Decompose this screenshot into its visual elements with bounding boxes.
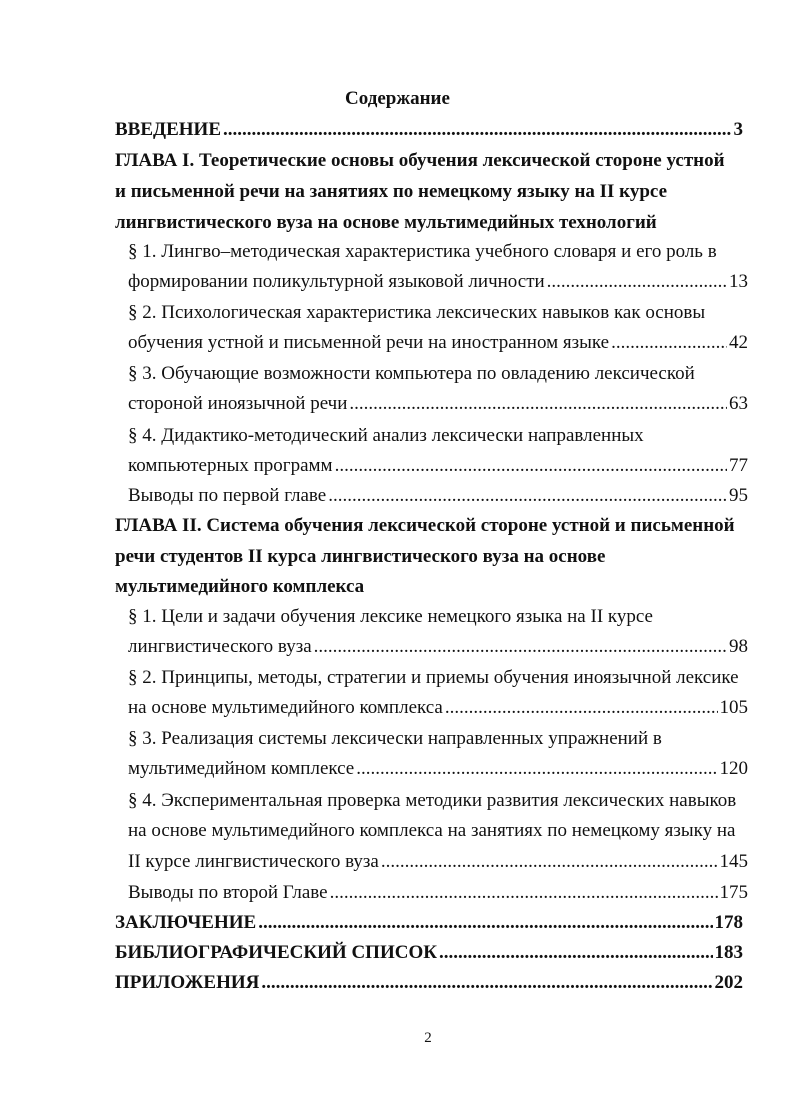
toc-entry-page: 77 [729, 455, 748, 476]
leader-dots [330, 880, 718, 906]
leader-dots [439, 940, 712, 966]
toc-entry-page: 145 [719, 851, 748, 872]
leader-dots [328, 483, 727, 509]
leader-dots [258, 910, 712, 936]
toc-entry-text: Выводы по первой главе [128, 485, 327, 506]
chapter1-heading-line: и письменной речи на занятиях по немецкому языку на II курсе [115, 181, 668, 202]
toc-entry-page: 120 [719, 758, 748, 779]
toc-entry-ch2-s2 [128, 695, 748, 721]
toc-entry-page: 183 [714, 942, 743, 963]
toc-entry-page: 3 [733, 119, 743, 140]
toc-entry-text: стороной иноязычной речи [128, 393, 348, 414]
toc-entry-intro [115, 117, 743, 143]
toc-entry-ch2-s3 [128, 756, 748, 782]
toc-entry-conclusion [115, 910, 743, 936]
toc-entry-page: 42 [729, 332, 748, 353]
section-title-line: § 1. Цели и задачи обучения лексике немецкого языка на II курсе [128, 606, 653, 627]
toc-entry-ch2-conclusion [128, 880, 748, 906]
toc-entry-text: компьютерных программ [128, 455, 333, 476]
toc-entry-page: 178 [714, 912, 743, 933]
section-title-line: § 3. Обучающие возможности компьютера по овладению лексической [128, 363, 695, 384]
toc-entry-ch2-s1 [128, 634, 748, 660]
toc-entry-text: на основе мультимедийного комплекса [128, 697, 443, 718]
toc-entry-text: обучения устной и письменной речи на иностранном языке [128, 332, 610, 353]
toc-entry-ch1-conclusion [128, 483, 748, 509]
leader-dots [381, 849, 718, 875]
page-number: 2 [424, 1030, 432, 1046]
leader-dots [356, 756, 717, 782]
section-title-line: § 2. Психологическая характеристика лексических навыков как основы [128, 302, 706, 323]
toc-entry-ch1-s3 [128, 391, 748, 417]
toc-entry-text: лингвистического вуза [128, 636, 312, 657]
toc-entry-page: 13 [729, 271, 748, 292]
leader-dots [223, 117, 732, 143]
contents-title: Содержание [345, 88, 450, 109]
toc-entry-text: ВВЕДЕНИЕ [115, 119, 221, 140]
toc-entry-text: II курсе лингвистического вуза [128, 851, 379, 872]
leader-dots [261, 970, 712, 996]
leader-dots [547, 269, 727, 295]
toc-entry-ch2-s4 [128, 849, 748, 875]
toc-entry-page: 202 [714, 972, 743, 993]
toc-entry-text: формировании поликультурной языковой личности [128, 271, 545, 292]
leader-dots [314, 634, 727, 660]
toc-entry-page: 98 [729, 636, 748, 657]
toc-entry-ch1-s1 [128, 269, 748, 295]
section-title-line: § 2. Принципы, методы, стратегии и приемы обучения иноязычной лексике [128, 667, 739, 688]
toc-entry-ch1-s2 [128, 330, 748, 356]
section-title-line: § 4. Дидактико-методический анализ лексически направленных [128, 425, 644, 446]
toc-entry-page: 175 [719, 882, 748, 903]
toc-entry-text: БИБЛИОГРАФИЧЕСКИЙ СПИСОК [115, 942, 438, 963]
toc-entry-text: ЗАКЛЮЧЕНИЕ [115, 912, 257, 933]
toc-entry-text: мультимедийном комплексе [128, 758, 355, 779]
chapter1-heading-line: ГЛАВА I. Теоретические основы обучения лексической стороне устной [115, 150, 725, 171]
toc-entry-appendices [115, 970, 743, 996]
leader-dots [445, 695, 718, 721]
toc-entry-page: 95 [729, 485, 748, 506]
section-title-line: § 4. Экспериментальная проверка методики развития лексических навыков [128, 790, 737, 811]
toc-entry-page: 105 [719, 697, 748, 718]
section-title-line: § 3. Реализация системы лексически направленных упражнений в [128, 728, 662, 749]
leader-dots [335, 453, 727, 479]
toc-entry-ch1-s4 [128, 453, 748, 479]
toc-entry-page: 63 [729, 393, 748, 414]
chapter1-heading-line: лингвистического вуза на основе мультимедийных технологий [115, 212, 657, 233]
toc-entry-bibliography [115, 940, 743, 966]
leader-dots [611, 330, 727, 356]
chapter2-heading-line: ГЛАВА II. Система обучения лексической стороне устной и письменной [115, 515, 735, 536]
section-title-line: на основе мультимедийного комплекса на занятиях по немецкому языку на [128, 820, 736, 841]
chapter2-heading-line: мультимедийного комплекса [115, 576, 365, 597]
chapter2-heading-line: речи студентов II курса лингвистического вуза на основе [115, 546, 606, 567]
leader-dots [349, 391, 727, 417]
toc-entry-text: Выводы по второй Главе [128, 882, 328, 903]
section-title-line: § 1. Лингво–методическая характеристика учебного словаря и его роль в [128, 241, 717, 262]
toc-entry-text: ПРИЛОЖЕНИЯ [115, 972, 260, 993]
